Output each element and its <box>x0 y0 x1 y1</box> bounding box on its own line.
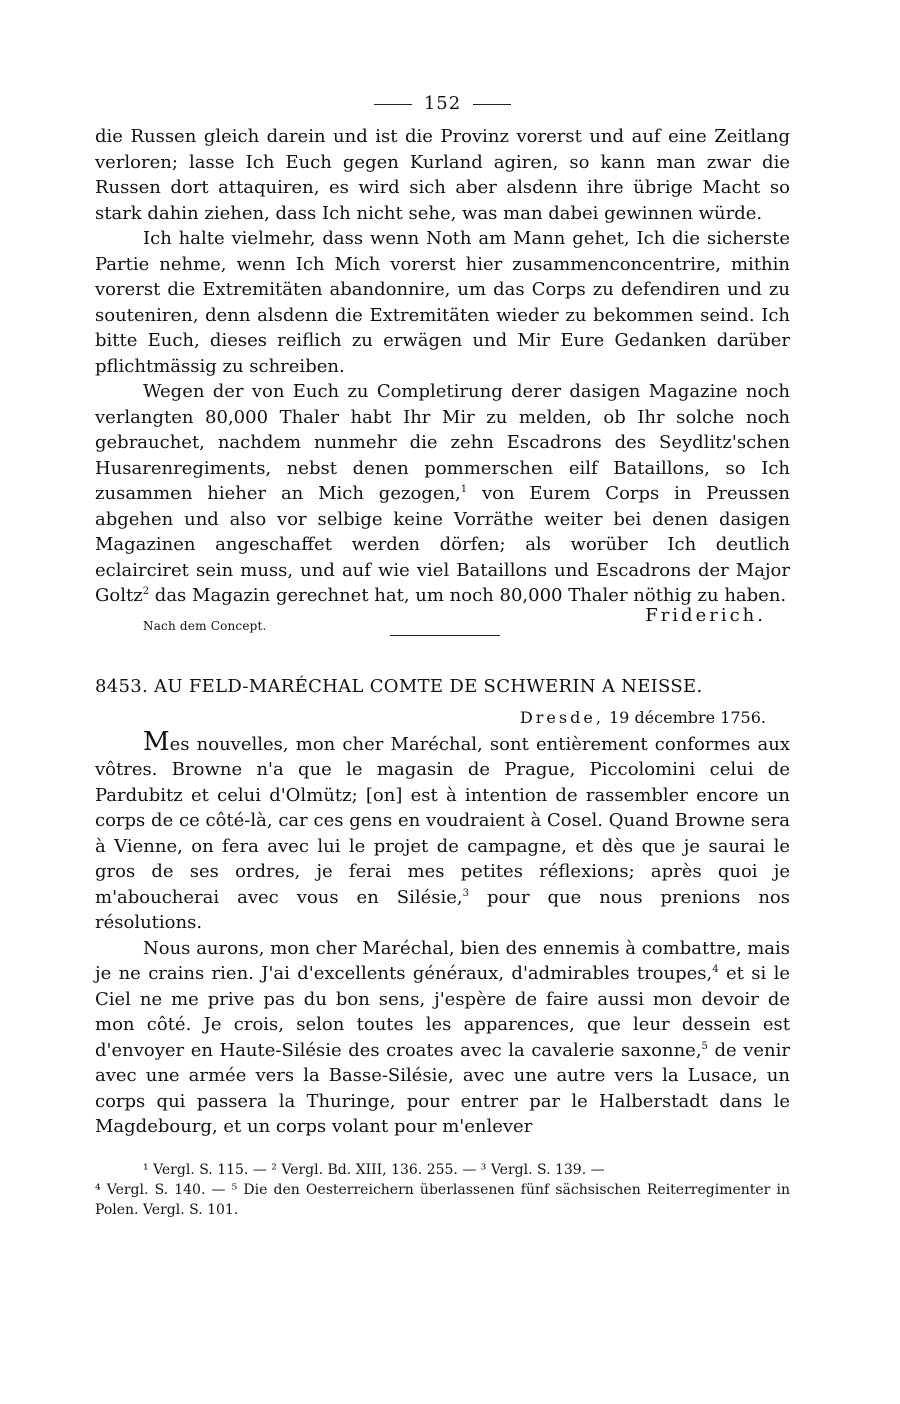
letter-paragraph-2-text-b: et si le Ciel ne me prive pas du bon sens, j'espère de faire aussi mon devoir de mon côté. Je crois, selon toutes les apparences, que leur dessein est d'envoyer en Haute-Silésie des croates avec la cavalerie saxonne, <box>95 963 790 1061</box>
letter-paragraph-1-text-a: es nouvelles, mon cher Maréchal, sont entièrement conformes aux vôtres. Browne n'a que le magasin de Prague, Piccolomini celui de Pardubitz et celui d'Olmütz; [on] est à intention de rassembler encore un corps de ce côté-là, car ces gens en voudraient à Cosel. Quand Browne sera à Vienne, on fera avec lui le projet de campagne, et dès que je saurai le gros de ses ordres, je ferai mes petites réflexions; après quoi je m'aboucherai avec vous en Silésie, <box>95 733 790 908</box>
signature: Friderich. <box>645 604 766 626</box>
letter-dateline <box>95 706 790 730</box>
letter-paragraph-1 <box>95 726 791 936</box>
page-header <box>95 92 790 124</box>
signature-row <box>95 605 790 635</box>
paragraph-3-text-c: das Magazin gerechnet hat, um noch 80,000 Thaler nöthig zu haben. <box>149 585 787 606</box>
footnote-ref-4: 4 <box>712 964 719 975</box>
letter-paragraph-2-text-a: Nous aurons, mon cher Maréchal, bien des ennemis à combattre, mais je ne crains rien. J'ai d'excellents généraux, d'admirables troupes, <box>95 937 790 984</box>
paragraph-3-text-a: Wegen der von Euch zu Completirung derer dasigen Magazine noch verlangten 80,000 Thaler habt Ihr Mir zu melden, ob Ihr solche noch gebrauchet, nachdem nunmehr die zehn Escadrons des Seydlitz'schen Husarenregiments, nebst denen pommerschen eilf Bataillons, so Ich zusammen hieher an Mich gezogen, <box>95 381 790 504</box>
header-rule-left <box>374 104 412 105</box>
footnote-ref-3: 3 <box>462 887 470 899</box>
body-paragraph-3 <box>95 379 790 609</box>
body-paragraph-1: die Russen gleich darein und ist die Provinz vorerst und auf eine Zeitlang verloren; lasse Ich Euch gegen Kurland agiren, so kann man zwar die Russen dort attaquiren, es wird sich aber alsdenn ihre übrige Macht so stark dahin ziehen, dass Ich nicht sehe, was man dabei gewinnen würde. <box>95 126 790 224</box>
footnotes <box>95 1160 790 1220</box>
body-paragraph-2: Ich halte vielmehr, dass wenn Noth am Mann gehet, Ich die sicherste Partie nehme, wenn Ich Mich vorerst hier zusammenconcentrire, mithin vorerst die Extremitäten abandonnire, um das Corps zu defendiren und zu souteniren, denn alsdenn die Extremitäten wieder zu bekommen seind. Ich bitte Euch, dieses reiflich zu erwägen und Mir Eure Gedanken darüber pflichtmässig zu schreiben. <box>95 228 790 377</box>
letter-initial: M <box>143 726 170 757</box>
dateline-place: Dresde, <box>519 707 604 727</box>
document-page <box>95 92 790 1292</box>
section-divider <box>390 635 500 636</box>
source-note: Nach dem Concept. <box>143 618 267 633</box>
letter-paragraph-2 <box>95 936 790 1140</box>
footnote-ref-1: 1 <box>460 484 468 495</box>
letter-heading: 8453. AU FELD-MARÉCHAL COMTE DE SCHWERIN A NEISSE. <box>95 675 703 697</box>
footnote-line-1: ¹ Vergl. S. 115. — ² Vergl. Bd. XIII, 136. 255. — ³ Vergl. S. 139. — <box>143 1161 605 1178</box>
paragraph-3-text-b: von Eurem Corps in Preussen abgehen und also vor selbige keine Vorräthe weiter bei denen dasigen Magazinen angeschaffet werden dörfen; als worüber Ich deutlich eclairciret sein muss, und auf wie viel Bataillons und Escadrons der Major Goltz <box>95 483 790 606</box>
header-rule-right <box>473 104 511 105</box>
footnote-ref-2: 2 <box>142 586 150 597</box>
footnote-line-2: ⁴ Vergl. S. 140. — ⁵ Die den Oesterreichern überlassenen fünf sächsischen Reiterregimenter in Polen. Vergl. S. 101. <box>95 1181 790 1218</box>
letter-paragraph-2-text-c: de venir avec une armée vers la Basse-Silésie, avec une autre vers la Lusace, un corps qui passera la Thuringe, pour entrer par le Halberstadt dans le Magdebourg, et un corps volant pour m'enlever <box>95 1039 790 1137</box>
page-number: 152 <box>423 93 462 114</box>
letter-paragraph-1-text-b: pour que nous prenions nos résolutions. <box>95 886 791 933</box>
dateline-date: 19 décembre 1756. <box>603 707 766 727</box>
footnote-ref-5: 5 <box>701 1040 708 1052</box>
